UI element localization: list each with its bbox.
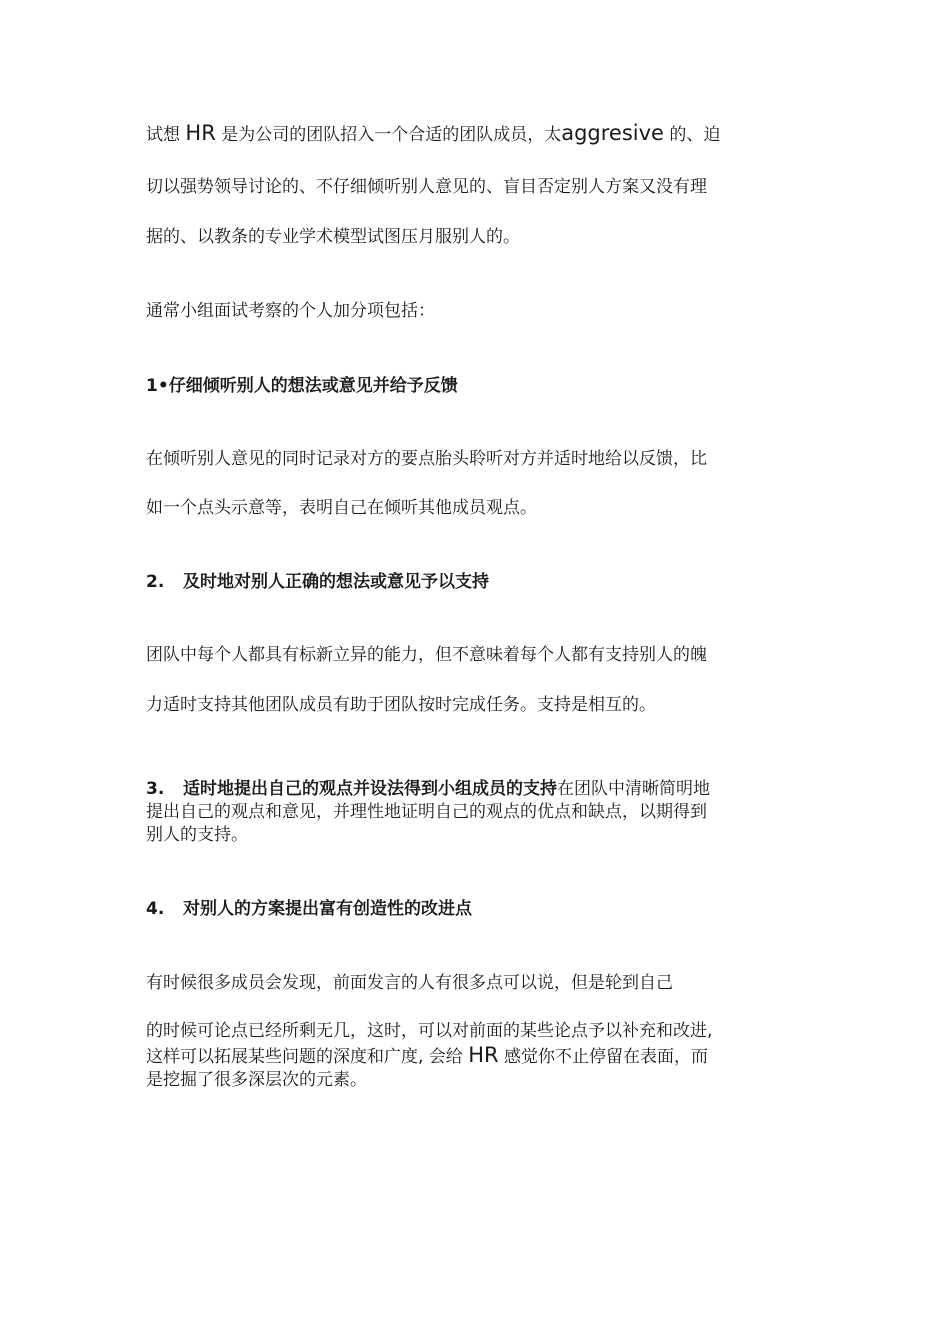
- item-3-inline-text: 在团队中清晰简明地: [557, 779, 710, 799]
- intro-hr: HR: [185, 121, 216, 145]
- intro-line-1: [146, 122, 826, 146]
- item-4-body-text-b: 感觉你不止停留在表面，而: [504, 1047, 709, 1067]
- item-4-body-line-4: 是挖掘了很多深层次的元素。: [146, 1070, 367, 1090]
- intro-text-b: 是为公司的团队招入一个合适的团队成员，太: [221, 125, 562, 145]
- item-2-number: 2.: [146, 572, 165, 592]
- item-3-heading-text: 适时地提出自己的观点并设法得到小组成员的支持: [183, 779, 557, 799]
- item-3-number: 3.: [146, 779, 165, 799]
- intro-text-a: 试想: [146, 125, 180, 145]
- item-3-body-line-1: 提出自己的观点和意见，并理性地证明自己的观点的优点和缺点，以期得到: [146, 802, 707, 822]
- intro-line-2: 切以强势领导讨论的、不仔细倾听别人意见的、盲目否定别人方案又没有理: [146, 177, 707, 197]
- item-1-body-line-2: 如一个点头示意等，表明自己在倾听其他成员观点。: [146, 498, 537, 518]
- item-2-heading-text: 及时地对别人正确的想法或意见予以支持: [183, 572, 489, 592]
- item-4-body-line-1: 有时候很多成员会发现，前面发言的人有很多点可以说，但是轮到自己: [146, 973, 673, 993]
- item-2-body-line-2: 力适时支持其他团队成员有助于团队按时完成任务。支持是相互的。: [146, 695, 656, 715]
- intro-text-c: 的、迫: [669, 125, 721, 145]
- item-3-body-line-2: 别人的支持。: [146, 825, 248, 845]
- item-2-heading: [146, 571, 826, 593]
- lead-paragraph: 通常小组面试考察的个人加分项包括：: [146, 301, 435, 321]
- item-4-body-text-a: 这样可以拓展某些问题的深度和广度, 会给: [146, 1047, 463, 1067]
- item-4-body-line-3: [146, 1044, 826, 1069]
- intro-line-3: 据的、以教条的专业学术模型试图压月服别人的。: [146, 227, 520, 247]
- item-4-heading-text: 对别人的方案提出富有创造性的改进点: [183, 899, 472, 919]
- item-1-heading: 1•仔细倾听别人的想法或意见并给予反馈: [146, 376, 458, 396]
- item-4-number: 4.: [146, 899, 165, 919]
- intro-aggressive: aggresive: [561, 121, 664, 145]
- item-3-heading: [146, 778, 826, 801]
- item-4-hr: HR: [468, 1043, 499, 1067]
- item-4-body-line-2: 的时候可论点已经所剩无几，这时，可以对前面的某些论点予以补充和改进,: [146, 1021, 713, 1041]
- item-4-heading: [146, 898, 826, 920]
- item-2-body-line-1: 团队中每个人都具有标新立异的能力，但不意味着每个人都有支持别人的魄: [146, 645, 707, 665]
- item-1-body-line-1: 在倾听别人意见的同时记录对方的要点胎头聆听对方并适时地给以反馈，比: [146, 449, 707, 469]
